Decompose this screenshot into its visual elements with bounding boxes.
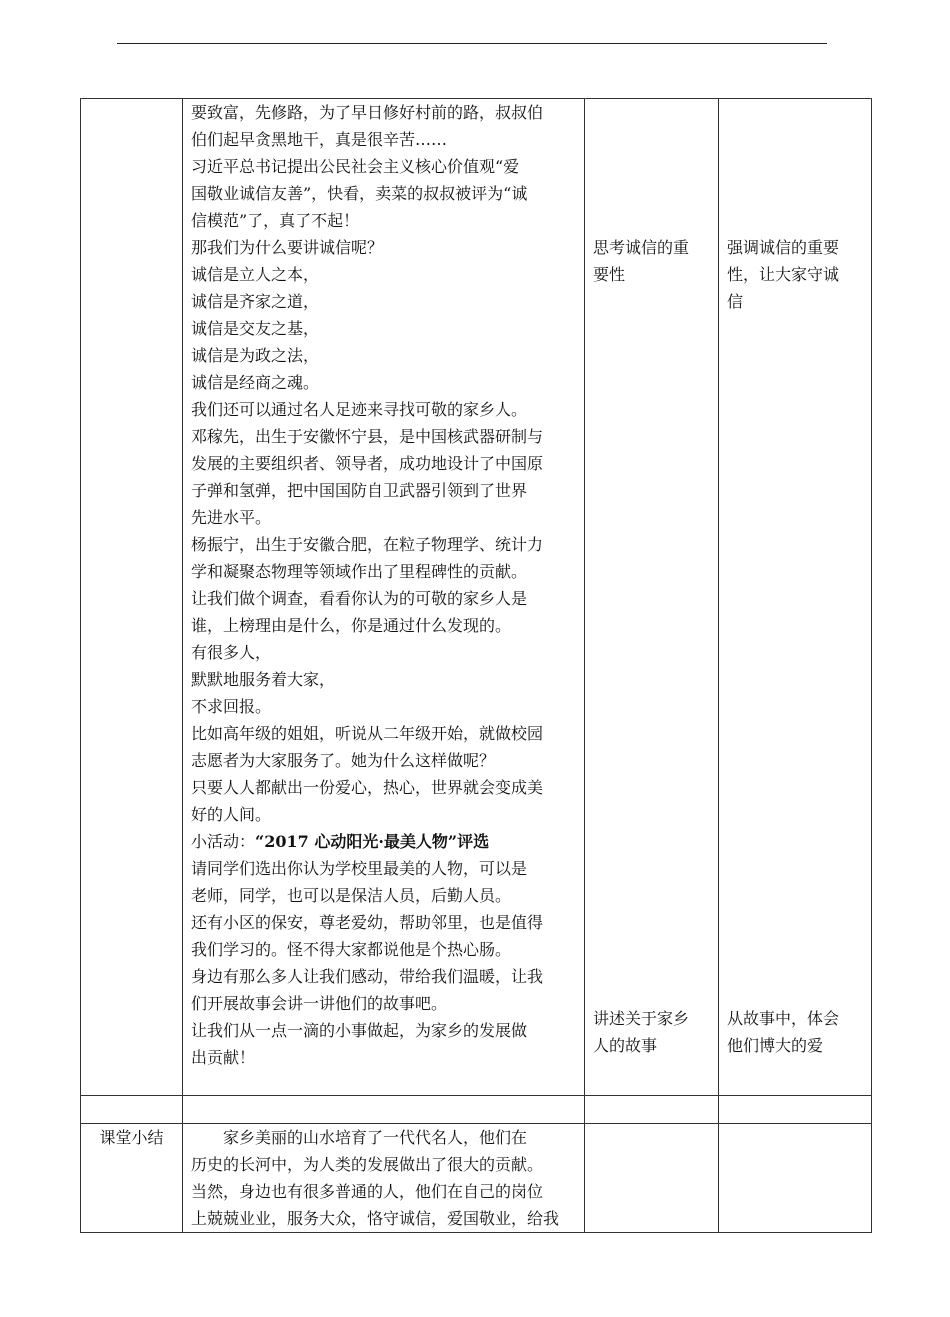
text-line: 只要人人都献出一份爱心，热心，世界就会变成美 — [191, 778, 544, 797]
text-line: 信 — [727, 292, 744, 311]
lesson-plan-table — [80, 98, 872, 1233]
text-line: 默默地服务着大家， — [191, 670, 336, 689]
text-line: 诚信是经商之魂。 — [191, 373, 320, 392]
text-line: 还有小区的保安，尊老爱幼，帮助邻里，也是值得 — [191, 913, 544, 932]
text-line: 诚信是立人之本， — [191, 265, 320, 284]
text-line: 思考诚信的重 — [593, 238, 690, 257]
text-line: 家乡美丽的山水培育了一代代名人，他们在 — [223, 1128, 528, 1147]
text-line: 我们还可以通过名人足迹来寻找可敬的家乡人。 — [191, 400, 528, 419]
text-line: 老师，同学，也可以是保洁人员，后勤人员。 — [191, 886, 512, 905]
text-line: 要性 — [593, 265, 626, 284]
text-line: 人的故事 — [593, 1036, 658, 1055]
text-line: 有很多人， — [191, 643, 272, 662]
text-line: 志愿者为大家服务了。她为什么这样做呢？ — [191, 751, 496, 770]
text-line: 诚信是为政之法， — [191, 346, 320, 365]
text-line: 出贡献！ — [191, 1048, 256, 1067]
text-line: 好的人间。 — [191, 805, 272, 824]
text-line: 要致富，先修路，为了早日修好村前的路，叔叔伯 — [191, 103, 544, 122]
text-line: 国敬业诚信友善”，快看，卖菜的叔叔被评为“诚 — [191, 184, 528, 203]
text-line: 谁，上榜理由是什么，你是通过什么发现的。 — [191, 616, 512, 635]
text-line: 身边有那么多人让我们感动，带给我们温暖，让我 — [191, 967, 544, 986]
text-line: 从故事中，体会 — [727, 1009, 840, 1028]
summary-content — [183, 1124, 585, 1233]
text-line: 讲述关于家乡 — [593, 1009, 690, 1028]
table-row — [81, 1124, 872, 1233]
header-rule — [117, 43, 827, 44]
text-line: 那我们为什么要讲诚信呢？ — [191, 238, 384, 257]
text-line: 们开展故事会讲一讲他们的故事吧。 — [191, 994, 448, 1013]
text-line: 历史的长河中，为人类的发展做出了很大的贡献。 — [191, 1155, 544, 1174]
text-line: 诚信是交友之基， — [191, 319, 320, 338]
text-line: 强调诚信的重要 — [727, 238, 840, 257]
text-line: 上兢兢业业，服务大众，恪守诚信，爱国敬业，给我 — [191, 1209, 560, 1228]
text-line: 请同学们选出你认为学校里最美的人物，可以是 — [191, 859, 528, 878]
text-line: 让我们做个调查，看看你认为的可敬的家乡人是 — [191, 589, 528, 608]
text-line: 杨振宁，出生于安徽合肥，在粒子物理学、统计力 — [191, 535, 544, 554]
text-line: 发展的主要组织者、领导者，成功地设计了中国原 — [191, 454, 544, 473]
text-line: 他们博大的爱 — [727, 1036, 824, 1055]
text-line: 学和凝聚态物理等领域作出了里程碑性的贡献。 — [191, 562, 528, 581]
cell-stage — [81, 99, 183, 1096]
text-line: 习近平总书记提出公民社会主义核心价值观“爱 — [191, 157, 520, 176]
text-line: 信模范”了，真了不起！ — [191, 211, 360, 230]
text-line: 性，让大家守诚 — [727, 265, 840, 284]
summary-label: 课堂小结 — [81, 1124, 183, 1233]
cell-design-intent — [719, 99, 872, 1096]
text-line: 邓稼先，出生于安徽怀宁县，是中国核武器研制与 — [191, 427, 544, 446]
text-line: 不求回报。 — [191, 697, 272, 716]
text-line: 比如高年级的姐姐，听说从二年级开始，就做校园 — [191, 724, 544, 743]
text-line: 诚信是齐家之道， — [191, 292, 320, 311]
text-line: 当然，身边也有很多普通的人，他们在自己的岗位 — [191, 1182, 544, 1201]
cell-teaching-content — [183, 99, 585, 1096]
text-line: 让我们从一点一滴的小事做起，为家乡的发展做 — [191, 1021, 528, 1040]
text-line: 伯们起早贪黑地干，真是很辛苦…… — [191, 130, 448, 149]
text-line: 我们学习的。怪不得大家都说他是个热心肠。 — [191, 940, 512, 959]
text-line: 先进水平。 — [191, 508, 272, 527]
cell-student-activity — [585, 99, 719, 1096]
activity-heading: 小活动：“2017 心动阳光·最美人物”评选 — [191, 832, 490, 851]
table-row — [81, 99, 872, 1096]
table-row — [81, 1096, 872, 1124]
text-line: 子弹和氢弹，把中国国防自卫武器引领到了世界 — [191, 481, 528, 500]
